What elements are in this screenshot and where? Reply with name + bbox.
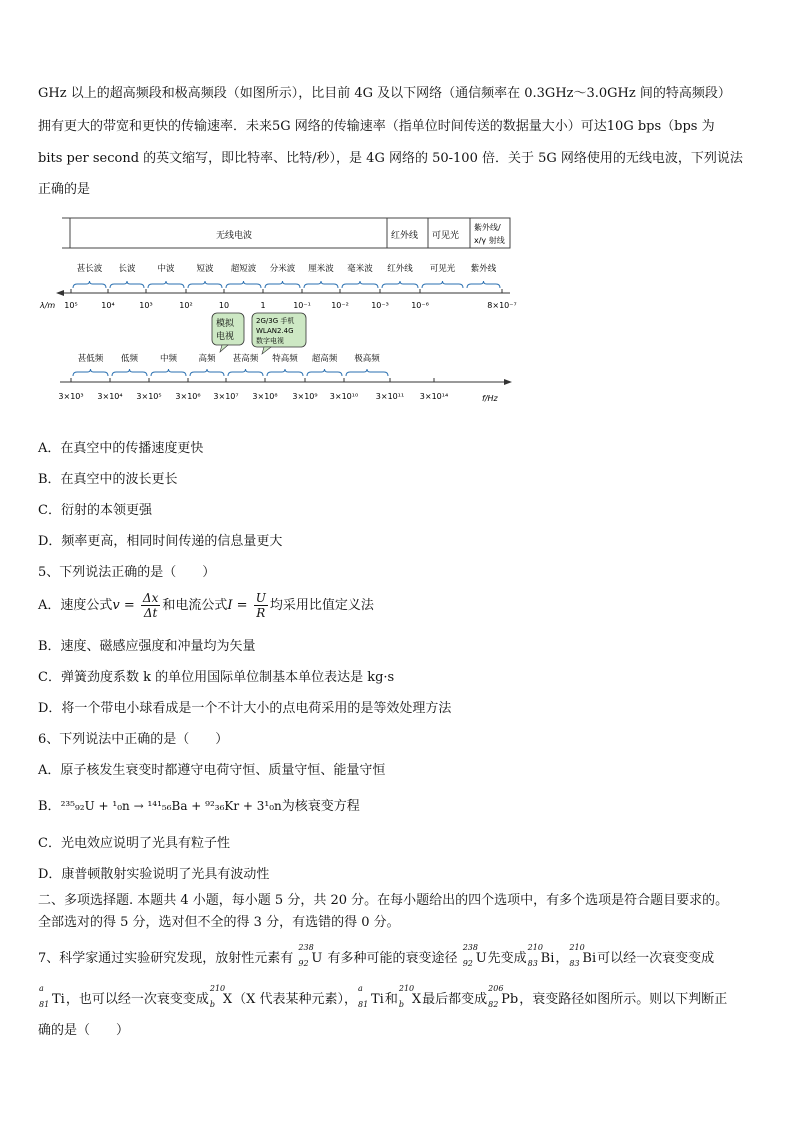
lambda-brace-7 xyxy=(342,281,378,288)
section2-line-2: 全部选对的得 5 分，选对但不全的得 3 分，有选错的得 0 分。 xyxy=(38,915,400,930)
q5-option-c: C．弹簧劲度系数 k 的单位用国际单位制基本单位表达是 kg·s xyxy=(38,670,395,685)
wave-name-4: 超短波 xyxy=(230,264,257,274)
ti-z: 81 xyxy=(39,1000,50,1009)
u2-sym: U xyxy=(475,951,487,966)
q4-option-b: B．在真空中的波长更长 xyxy=(38,472,178,487)
q7-l1-d: ， xyxy=(555,951,569,966)
q5-a-prefix: A．速度公式 xyxy=(38,598,113,613)
lambda-brace-0 xyxy=(73,281,106,288)
intro-line-3: bits per second 的英文缩写，即比特率、比特/秒），是 4G 网络的 50-100 倍．关于 5G 网络使用的无线电波，下列说法 xyxy=(38,151,743,166)
freq-name-2: 中频 xyxy=(159,354,178,364)
q5-option-b: B．速度、磁感应强度和冲量均为矢量 xyxy=(38,639,256,654)
f-tick-4: 3×10⁷ xyxy=(213,392,239,401)
f-tick-7: 3×10¹⁰ xyxy=(329,392,359,401)
f-tick-labels xyxy=(58,378,448,401)
bi2-z: 83 xyxy=(569,959,580,968)
wave-name-6: 厘米波 xyxy=(308,264,334,274)
lambda-brace-1 xyxy=(110,281,144,288)
band-infrared: 红外线 xyxy=(391,231,419,241)
bi-z: 83 xyxy=(527,959,538,968)
q7-l2-c: 和 xyxy=(384,992,398,1007)
u-mass: 238 xyxy=(298,943,314,952)
wave-name-8: 红外线 xyxy=(387,264,413,274)
x-mass: 210 xyxy=(209,984,226,993)
f-brace-3 xyxy=(190,369,224,376)
f-brace-0 xyxy=(73,369,108,376)
frac-num-u: U xyxy=(255,591,266,605)
section2-line-1: 二、多项选择题. 本题共 4 小题，每小题 5 分，共 20 分。在每小题给出的四个选项中，有多个选项是符合题目要求的。 xyxy=(38,893,729,908)
q6-option-d: D．康普顿散射实验说明了光具有波动性 xyxy=(38,867,270,882)
lambda-tick-2: 10³ xyxy=(139,301,153,310)
freq-name-4: 甚高频 xyxy=(232,354,259,364)
nuclide-ti xyxy=(39,984,65,1009)
q4-option-a: A．在真空中的传播速度更快 xyxy=(38,441,204,456)
f-tick-0: 3×10³ xyxy=(58,392,84,401)
nuclide-u238 xyxy=(298,943,323,968)
freq-name-0: 甚低频 xyxy=(77,354,104,364)
x-sym: X xyxy=(222,992,233,1007)
callout-mobile-3: 数字电视 xyxy=(256,337,284,345)
freq-name-3: 高频 xyxy=(198,354,216,364)
f-tick-3: 3×10⁶ xyxy=(175,392,201,401)
freq-name-5: 特高频 xyxy=(272,354,298,364)
intro-line-4: 正确的是 xyxy=(38,182,91,197)
lambda-brace-5 xyxy=(265,281,300,288)
lambda-brace-2 xyxy=(148,281,184,288)
u-z: 92 xyxy=(298,959,309,968)
fission-equation: ²³⁵₉₂U + ¹₀n → ¹⁴¹₅₆Ba + ⁹²₃₆Kr + 3¹₀n xyxy=(60,799,282,813)
lambda-tick-7: 10⁻² xyxy=(331,301,349,310)
band-visible: 可见光 xyxy=(432,231,460,241)
x-z: b xyxy=(209,1000,215,1009)
nuclide-pb206 xyxy=(488,984,519,1009)
u-sym: U xyxy=(311,951,323,966)
q5-stem: 5、下列说法正确的是（ ） xyxy=(38,565,216,580)
ti2-mass: a xyxy=(358,984,363,993)
wave-name-9: 可见光 xyxy=(429,264,456,274)
wave-name-2: 中波 xyxy=(157,264,175,274)
f-tick-2: 3×10⁵ xyxy=(136,392,162,401)
q4-option-c: C．衍射的本领更强 xyxy=(38,503,152,518)
band-xray: x/γ 射线 xyxy=(474,236,505,245)
freq-name-1: 低频 xyxy=(120,354,139,364)
lambda-axis-label: λ/m xyxy=(40,301,56,310)
f-brace-1 xyxy=(112,369,147,376)
q7-line-3: 确的是（ ） xyxy=(38,1023,130,1038)
q5-a-mid: 和电流公式 xyxy=(162,598,228,613)
x2-mass: 210 xyxy=(398,984,415,993)
q7-l1-b: 有多种可能的衰变途径 xyxy=(327,951,458,966)
f-axis-label: f/Hz xyxy=(482,394,498,403)
f-brace-6 xyxy=(307,369,342,376)
lambda-tick-9: 10⁻⁶ xyxy=(411,301,429,310)
q5-a-i: I xyxy=(227,598,233,613)
frac-num-dx: Δx xyxy=(142,591,159,605)
lambda-tick-6: 10⁻¹ xyxy=(293,301,311,310)
ti2-sym: Ti xyxy=(371,992,384,1007)
f-tick-1: 3×10⁴ xyxy=(97,392,123,401)
q7-line-1 xyxy=(38,943,715,968)
f-brace-5 xyxy=(267,369,303,376)
freq-name-labels xyxy=(78,353,381,364)
q5-a-eq2: = xyxy=(232,598,252,613)
nuclide-x-2 xyxy=(398,984,422,1009)
lambda-brace-9 xyxy=(422,281,463,288)
frac-den-r: R xyxy=(256,606,266,620)
nuclide-x xyxy=(209,984,233,1009)
lambda-brace-6 xyxy=(304,281,338,288)
q6-stem: 6、下列说法中正确的是（ ） xyxy=(38,732,229,747)
lambda-brace-8 xyxy=(382,281,418,288)
x2-sym: X xyxy=(411,992,422,1007)
nuclide-ti-2 xyxy=(358,984,384,1009)
q4-option-d: D．频率更高，相同时间传递的信息量更大 xyxy=(38,534,283,549)
f-braces xyxy=(73,369,388,376)
q6-option-c: C．光电效应说明了光具有粒子性 xyxy=(38,836,230,851)
callout-analog-tv xyxy=(212,313,244,352)
q7-line-2 xyxy=(38,984,728,1009)
f-tick-8: 3×10¹¹ xyxy=(375,392,405,401)
band-uv: 紫外线/ xyxy=(474,223,501,232)
q5-a-v: v xyxy=(112,598,120,613)
wave-name-7: 毫米波 xyxy=(347,264,373,274)
f-brace-7 xyxy=(346,369,388,376)
callout-mobile-2: WLAN2.4G xyxy=(256,327,294,335)
lambda-tick-5: 1 xyxy=(260,301,266,310)
q5-option-d: D．将一个带电小球看成是一个不计大小的点电荷采用的是等效处理方法 xyxy=(38,701,452,716)
lambda-tick-0: 10⁵ xyxy=(64,301,78,310)
ti-sym: Ti xyxy=(52,992,65,1007)
f-brace-4 xyxy=(228,369,263,376)
wave-name-5: 分米波 xyxy=(269,264,296,274)
intro-line-2: 拥有更大的带宽和更快的传输速率．未来5G 网络的传输速率（指单位时间传送的数据量大小）可达10G bps（bps 为 xyxy=(38,119,715,134)
lambda-tick-labels xyxy=(64,289,516,310)
q5-a-suffix: 均采用比值定义法 xyxy=(269,598,374,613)
q7-l2-d: 最后都变成 xyxy=(422,992,488,1007)
em-spectrum-figure xyxy=(40,210,520,410)
bi-sym: Bi xyxy=(540,951,555,966)
wave-name-3: 短波 xyxy=(196,264,214,274)
lambda-tick-10: 8×10⁻⁷ xyxy=(487,301,517,310)
intro-line-1: GHz 以上的超高频段和极高频段（如图所示），比目前 4G 及以下网络（通信频率在 0.3GHz～3.0GHz 间的特高频段） xyxy=(38,86,731,101)
callout-analog-2: 电视 xyxy=(216,332,235,342)
f-tick-9: 3×10¹⁴ xyxy=(419,392,449,401)
u2-z: 92 xyxy=(462,959,473,968)
lambda-tick-1: 10⁴ xyxy=(101,301,115,310)
q7-l1-e: 可以经一次衰变变成 xyxy=(597,951,715,966)
lambda-tick-8: 10⁻³ xyxy=(371,301,389,310)
lambda-brace-10 xyxy=(467,281,500,288)
q6-b-suffix: 为核衰变方程 xyxy=(281,799,360,814)
callout-mobile-1: 2G/3G 手机 xyxy=(256,317,295,325)
f-brace-2 xyxy=(151,369,186,376)
q7-l1-c: 先变成 xyxy=(487,951,527,966)
u2-mass: 238 xyxy=(462,943,478,952)
nuclide-u238-2 xyxy=(462,943,487,968)
callout-mobile xyxy=(252,313,306,354)
frac-den-dt: Δt xyxy=(143,606,158,620)
q6-b-label: B． xyxy=(38,799,61,814)
bi-mass: 210 xyxy=(527,943,543,952)
f-tick-5: 3×10⁸ xyxy=(252,392,278,401)
bi2-sym: Bi xyxy=(582,951,597,966)
band-radio: 无线电波 xyxy=(216,231,253,241)
q6-option-b xyxy=(38,795,360,814)
nuclide-bi210 xyxy=(527,943,555,968)
f-tick-6: 3×10⁹ xyxy=(292,392,318,401)
lambda-tick-4: 10 xyxy=(218,301,230,310)
ti-mass: a xyxy=(39,984,44,993)
q5-a-eq: = xyxy=(119,598,139,613)
fraction-u-r xyxy=(254,591,268,620)
q6-option-a: A．原子核发生衰变时都遵守电荷守恒、质量守恒、能量守恒 xyxy=(38,763,386,778)
lambda-brace-3 xyxy=(188,281,222,288)
q5-option-a xyxy=(38,588,374,624)
lambda-braces xyxy=(73,281,500,288)
lambda-tick-3: 10² xyxy=(179,301,193,310)
ti2-z: 81 xyxy=(358,1000,369,1009)
pb-mass: 206 xyxy=(488,984,504,993)
freq-name-7: 极高频 xyxy=(354,354,380,364)
wave-name-labels xyxy=(77,263,497,274)
q7-l2-a: ，也可以经一次衰变变成 xyxy=(65,992,209,1007)
q7-l1-a: 7、科学家通过实验研究发现，放射性元素有 xyxy=(38,951,294,966)
lambda-brace-4 xyxy=(226,281,261,288)
wave-name-10: 紫外线 xyxy=(470,264,497,274)
pb-sym: Pb xyxy=(501,992,519,1007)
nuclide-bi210-2 xyxy=(569,943,597,968)
freq-name-6: 超高频 xyxy=(311,354,338,364)
bi2-mass: 210 xyxy=(569,943,585,952)
wave-name-0: 甚长波 xyxy=(76,264,103,274)
q7-l2-e: ，衰变路径如图所示。则以下判断正 xyxy=(519,992,728,1007)
x2-z: b xyxy=(398,1000,404,1009)
fraction-dx-dt xyxy=(141,591,160,620)
q7-l2-b: （X 代表某种元素）， xyxy=(233,992,358,1007)
pb-z: 82 xyxy=(488,1000,499,1009)
wave-name-1: 长波 xyxy=(118,264,136,274)
callout-analog-1: 模拟 xyxy=(216,319,235,329)
